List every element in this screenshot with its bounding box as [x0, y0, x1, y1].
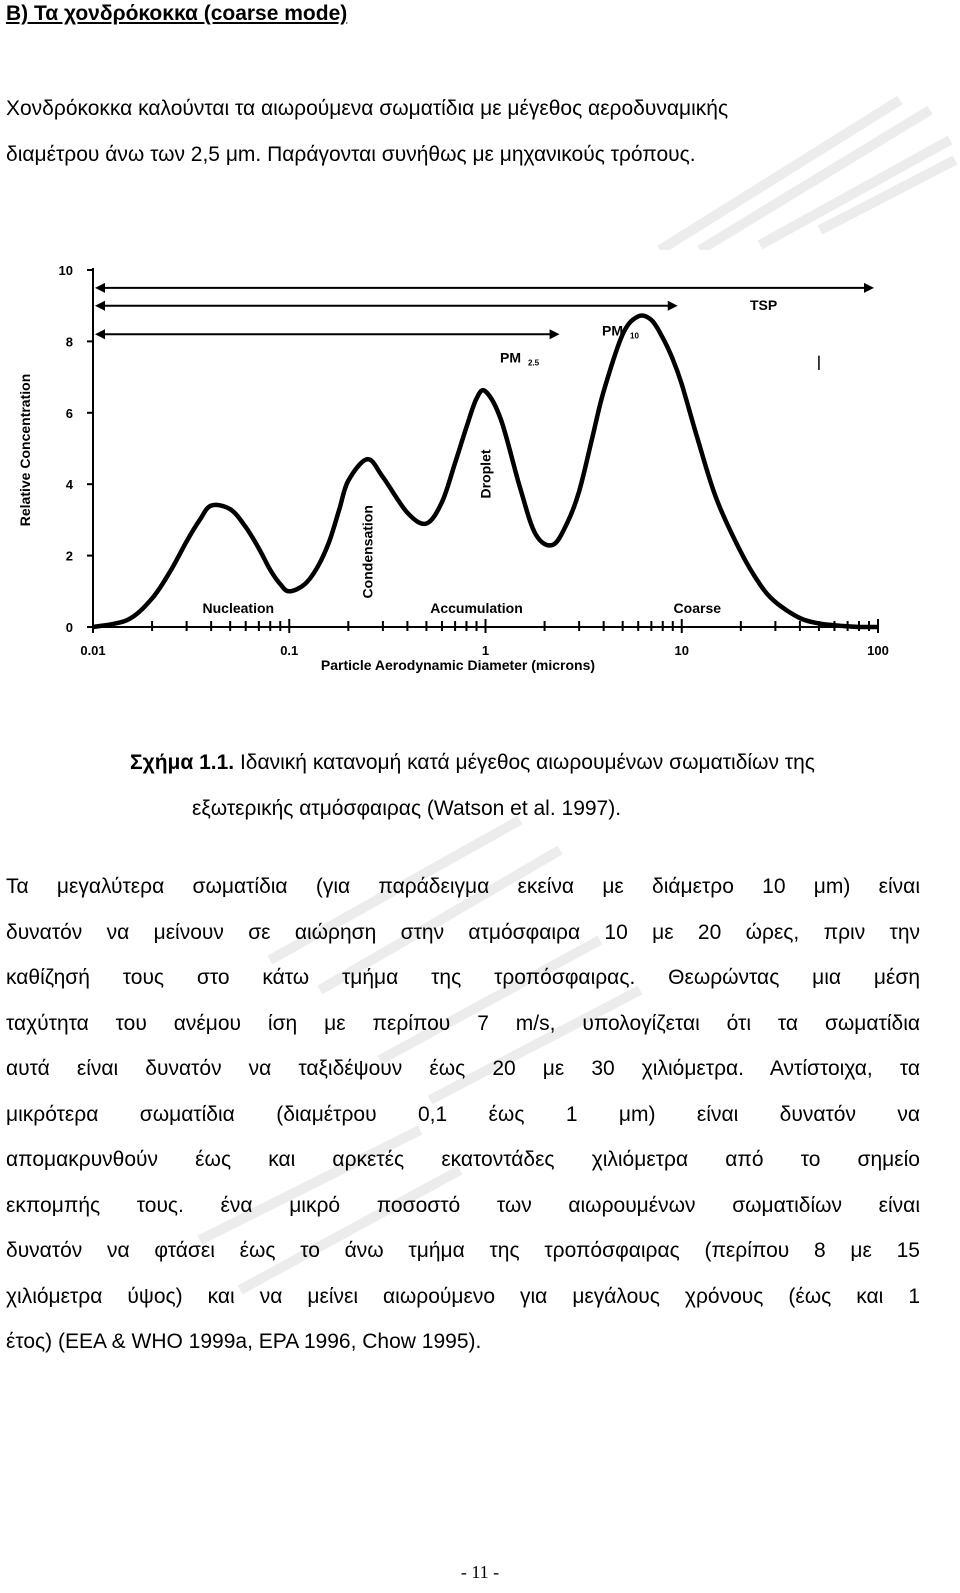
- mode-label: Nucleation: [202, 600, 275, 616]
- y-tick-label: 0: [65, 620, 73, 635]
- body-line: απομακρυνθούν έως και αρκετές εκατοντάδες χιλιόμετρα από το σημείο: [6, 1148, 920, 1171]
- caption-line-2: εξωτερικής ατμόσφαιρας (Watson et al. 1997).: [192, 797, 622, 820]
- body-line: δυνατόν να φτάσει έως το άνω τμήμα της τροπόσφαιρας (περίπου 8 με 15: [6, 1239, 920, 1262]
- mode-label: Accumulation: [430, 600, 523, 616]
- x-tick-label: 0.01: [80, 643, 106, 658]
- section-heading: B) Τα χονδρόκοκκα (coarse mode): [6, 2, 348, 25]
- range-label-tsp: TSP: [750, 296, 778, 313]
- y-axis-label: Relative Concentration: [17, 373, 33, 527]
- x-tick-label: 1: [481, 643, 490, 658]
- body-paragraph: [6, 864, 920, 1365]
- intro-line: διαμέτρου άνω των 2,5 μm. Παράγονται συνήθως με μηχανικούς τρόπους.: [6, 143, 696, 166]
- peak-label-droplet: Droplet: [477, 449, 494, 499]
- body-line: Τα μεγαλύτερα σωματίδια (για παράδειγμα εκείνα με διάμετρο 10 μm) είναι: [6, 875, 920, 898]
- body-line: έτος) (EEA & WHO 1999a, EPA 1996, Chow 1995).: [6, 1330, 482, 1353]
- range-label-pm10: PM: [602, 322, 623, 339]
- y-tick-label: 2: [65, 548, 73, 564]
- body-line: ταχύτητα του ανέμου ίση με περίπου 7 m/s, υπολογίζεται ότι τα σωματίδια: [6, 1011, 920, 1035]
- y-tick-label: 4: [65, 477, 73, 493]
- body-line: εκπομπής τους. ένα μικρό ποσοστό των αιωρουμένων σωματιδίων είναι: [6, 1193, 920, 1217]
- x-tick-label: 100: [867, 643, 889, 658]
- page-number: - 11 -: [460, 1562, 500, 1582]
- body-line: καθίζησή τους στο κάτω τμήμα της τροπόσφαιρας. Θεωρώντας μια μέση: [6, 966, 920, 989]
- caption-text: Ιδανική κατανομή κατά μέγεθος αιωρουμένων σωματιδίων της: [234, 751, 815, 774]
- mode-label: Coarse: [673, 600, 722, 616]
- peak-label-condensation: Condensation: [359, 505, 376, 599]
- y-tick-label: 10: [58, 263, 73, 278]
- body-line: δυνατόν να μείνουν σε αιώρηση στην ατμόσφαιρα 10 με 20 ώρες, πριν την: [6, 920, 920, 944]
- body-line: αυτά είναι δυνατόν να ταξιδέψουν έως 20 με 30 χιλιόμετρα. Αντίστοιχα, τα: [6, 1057, 920, 1080]
- range-label-pm25: PM: [500, 349, 521, 366]
- particle-size-distribution-chart: [0, 250, 960, 700]
- x-axis-label: Particle Aerodynamic Diameter (microns): [320, 657, 596, 673]
- caption-label: Σχήμα 1.1.: [130, 751, 235, 774]
- range-label-pm10-subscript: 10: [630, 331, 639, 341]
- y-tick-label: 8: [65, 334, 73, 350]
- body-line: χιλιόμετρα ύψος) και να μείνει αιωρούμενο για μεγάλους χρόνους (έως και 1: [6, 1284, 920, 1308]
- range-label-pm25-subscript: 2.5: [528, 358, 540, 368]
- x-tick-label: 10: [674, 643, 689, 658]
- figure-caption: [130, 740, 910, 832]
- x-tick-label: 0.1: [280, 643, 299, 658]
- intro-line: Χονδρόκοκκα καλούνται τα αιωρούμενα σωματίδια με μέγεθος αεροδυναμικής: [6, 97, 729, 120]
- y-tick-label: 6: [65, 405, 73, 421]
- caption-line-1: [130, 740, 910, 786]
- intro-paragraph: [6, 86, 926, 178]
- body-line: μικρότερα σωματίδια (διαμέτρου 0,1 έως 1 μm) είναι δυνατόν να: [6, 1102, 920, 1126]
